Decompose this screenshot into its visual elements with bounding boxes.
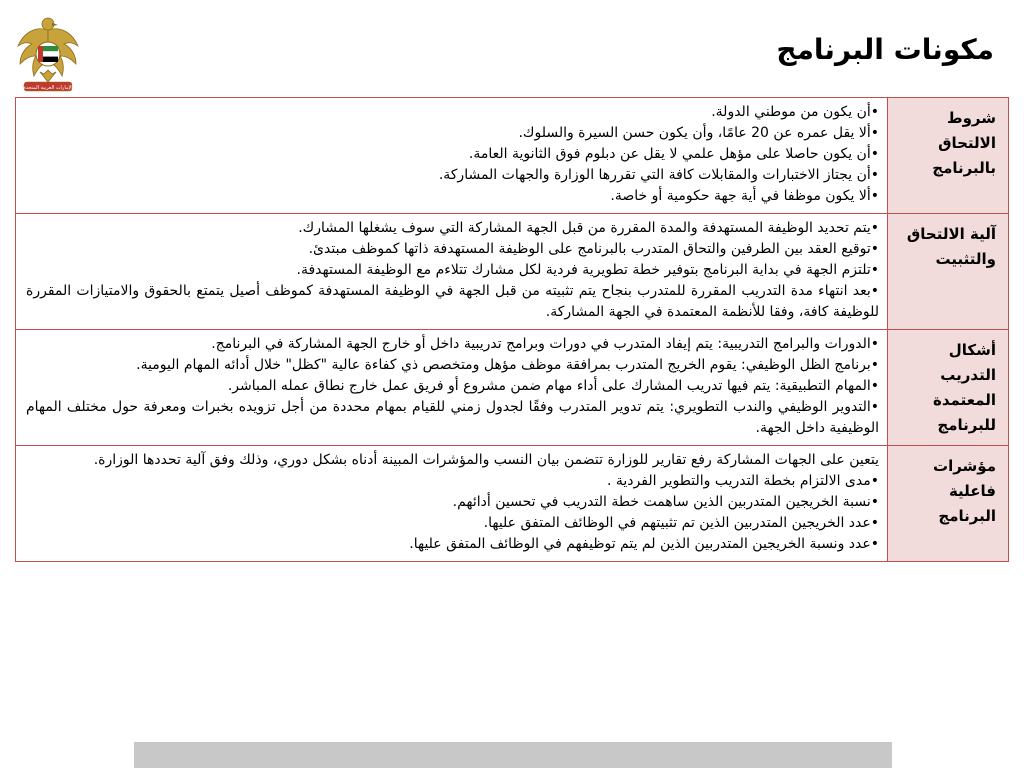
list-item: •عدد ونسبة الخريجين المتدربين الذين لم يتم توظيفهم في الوظائف المتفق عليها. [409, 536, 879, 552]
uae-emblem-icon [14, 12, 82, 94]
svg-text:الإمارات العربية المتحدة: الإمارات العربية المتحدة [23, 85, 73, 91]
row-content-admission-conditions [16, 98, 888, 214]
table-row [16, 214, 1009, 330]
list-item: •التدوير الوظيفي والندب التطويري: يتم تدوير المتدرب وفقًا لجدول زمني للقيام بمهام محددة من أجل تزويده بخبرات ومعرفة حول مختلف المهام الوظيفية داخل الجهة. [26, 399, 879, 436]
table-row [16, 330, 1009, 446]
list-item: •يتم تحديد الوظيفة المستهدفة والمدة المقررة من قبل الجهة المشاركة التي سوف يشغلها المشارك. [298, 220, 879, 236]
list-item: •أن يكون من موطني الدولة. [711, 104, 879, 120]
row-heading-admission-mechanism: آلية الالتحاق والتثبيت [888, 214, 1009, 330]
row-content-effectiveness-indicators [16, 446, 888, 562]
list-item: •أن يكون حاصلا على مؤهل علمي لا يقل عن دبلوم فوق الثانوية العامة. [468, 146, 879, 162]
table-row [16, 98, 1009, 214]
list-item: •برنامج الظل الوظيفي: يقوم الخريج المتدرب بمرافقة موظف مؤهل ومتخصص ذي كفاءة عالية "كظل" خلال أدائه المهام اليومية. [136, 357, 879, 373]
list-item: •المهام التطبيقية: يتم فيها تدريب المشارك على أداء مهام ضمن مشروع أو فريق عمل خارج نطاق عمله المباشر. [227, 378, 879, 394]
footer-bar [134, 742, 892, 768]
list-item: •أن يجتاز الاختبارات والمقابلات كافة التي تقررها الوزارة والجهات المشاركة. [438, 167, 879, 183]
page-title: مكونات البرنامج [776, 33, 994, 66]
list-item: •بعد انتهاء مدة التدريب المقررة للمتدرب بنجاح يتم تثبيته من قبل الجهة في الوظيفة المستهدفة كموظف أصيل يتمتع بالحقوق والامتيازات المقررة للوظيفة كافة، وفقا للأنظمة المعتمدة في الجهة المشاركة. [26, 283, 879, 320]
row-content-admission-mechanism [16, 214, 888, 330]
row-content-training-forms [16, 330, 888, 446]
table-row [16, 446, 1009, 562]
list-item: •تلتزم الجهة في بداية البرنامج بتوفير خطة تطويرية فردية لكل مشارك تتلاءم مع الوظيفة المستهدفة. [296, 262, 879, 278]
list-item: •ألا يكون موظفا في أية جهة حكومية أو خاصة. [610, 188, 879, 204]
list-item: يتعين على الجهات المشاركة رفع تقارير للوزارة تتضمن بيان النسب والمؤشرات المبينة أدناه بشكل دوري، وذلك وفق آلية تحددها الوزارة. [93, 452, 879, 468]
list-item: •توقيع العقد بين الطرفين والتحاق المتدرب بالبرنامج على الوظيفة المستهدفة ذاتها كموظف مبتدئ. [308, 241, 879, 257]
row-heading-training-forms: أشكال التدريب المعتمدة للبرنامج [888, 330, 1009, 446]
program-components-table [15, 97, 1009, 562]
list-item: •مدى الالتزام بخطة التدريب والتطوير الفردية . [607, 473, 879, 489]
list-item: •الدورات والبرامج التدريبية: يتم إيفاد المتدرب في دورات وبرامج تدريبية داخل أو خارج الجهة المشاركة في البرنامج. [211, 336, 879, 352]
list-item: •نسبة الخريجين المتدربين الذين ساهمت خطة التدريب في تحسين أدائهم. [452, 494, 879, 510]
row-heading-effectiveness-indicators: مؤشرات فاعلية البرنامج [888, 446, 1009, 562]
list-item: •ألا يقل عمره عن 20 عامًا، وأن يكون حسن السيرة والسلوك. [518, 125, 879, 141]
row-heading-admission-conditions: شروط الالتحاق بالبرنامج [888, 98, 1009, 214]
list-item: •عدد الخريجين المتدربين الذين تم تثبيتهم في الوظائف المتفق عليها. [483, 515, 879, 531]
